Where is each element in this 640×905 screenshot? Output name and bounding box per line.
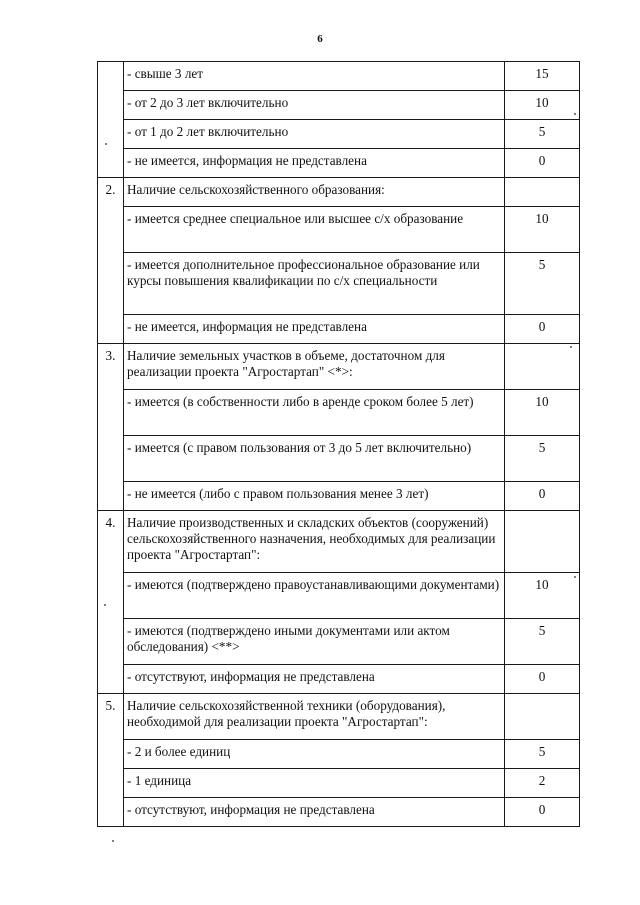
table-row [98, 390, 580, 436]
points-value: 0 [505, 665, 580, 694]
points-value [505, 344, 580, 390]
table-row [98, 665, 580, 694]
row-number-cell: 3. [98, 344, 124, 511]
table-row [98, 315, 580, 344]
row-number-cell: 2. [98, 178, 124, 344]
criterion-heading: Наличие земельных участков в объеме, достаточном для реализации проекта "Агростартап" <*>: [124, 344, 505, 390]
table-row [98, 573, 580, 619]
criterion-text: - 1 единица [124, 769, 505, 798]
points-value: 0 [505, 482, 580, 511]
points-value: 2 [505, 769, 580, 798]
criterion-text: - не имеется, информация не представлена [124, 315, 505, 344]
points-value: 5 [505, 253, 580, 315]
scan-speck [105, 143, 107, 145]
criterion-text: - от 2 до 3 лет включительно [124, 91, 505, 120]
criterion-text: - имеется (в собственности либо в аренде сроком более 5 лет) [124, 390, 505, 436]
points-value: 10 [505, 390, 580, 436]
points-value: 10 [505, 573, 580, 619]
points-value: 15 [505, 62, 580, 91]
points-value: 0 [505, 798, 580, 827]
criteria-table [97, 61, 580, 827]
points-value: 10 [505, 91, 580, 120]
scan-speck [574, 576, 576, 578]
points-value: 0 [505, 315, 580, 344]
table-row [98, 740, 580, 769]
criterion-text: - имеются (подтверждено иными документами или актом обследования) <**> [124, 619, 505, 665]
row-number-cell [98, 62, 124, 178]
table-row [98, 482, 580, 511]
scan-speck [570, 346, 572, 348]
table-row [98, 619, 580, 665]
table-row [98, 207, 580, 253]
row-number-cell: 5. [98, 694, 124, 827]
criterion-heading: Наличие производственных и складских объектов (сооружений) сельскохозяйственного назначения, необходимых для реализации проекта "Агростартап": [124, 511, 505, 573]
criterion-text: - от 1 до 2 лет включительно [124, 120, 505, 149]
table-row [98, 62, 580, 91]
table-row [98, 120, 580, 149]
points-value [505, 178, 580, 207]
table-row [98, 769, 580, 798]
page-number: 6 [317, 33, 323, 45]
scan-speck [104, 604, 106, 606]
points-value: 10 [505, 207, 580, 253]
table-row [98, 178, 580, 207]
criterion-text: - отсутствуют, информация не представлена [124, 798, 505, 827]
points-value: 0 [505, 149, 580, 178]
table-row [98, 344, 580, 390]
criterion-text: - 2 и более единиц [124, 740, 505, 769]
scan-speck [112, 840, 114, 842]
table-row [98, 694, 580, 740]
criterion-heading: Наличие сельскохозяйственной техники (оборудования), необходимой для реализации проекта "Агростартап": [124, 694, 505, 740]
points-value [505, 694, 580, 740]
points-value: 5 [505, 740, 580, 769]
criterion-text: - имеется дополнительное профессиональное образование или курсы повышения квалификации по с/х специальности [124, 253, 505, 315]
table-row [98, 149, 580, 178]
criterion-text: - отсутствуют, информация не представлена [124, 665, 505, 694]
points-value: 5 [505, 619, 580, 665]
table-row [98, 253, 580, 315]
points-value [505, 511, 580, 573]
criterion-heading: Наличие сельскохозяйственного образования: [124, 178, 505, 207]
table-row [98, 511, 580, 573]
points-value: 5 [505, 436, 580, 482]
row-number-cell: 4. [98, 511, 124, 694]
criterion-text: - имеется среднее специальное или высшее с/х образование [124, 207, 505, 253]
points-value: 5 [505, 120, 580, 149]
criterion-text: - имеются (подтверждено правоустанавливающими документами) [124, 573, 505, 619]
scan-speck [574, 113, 576, 115]
table-row [98, 798, 580, 827]
criterion-text: - имеется (с правом пользования от 3 до 5 лет включительно) [124, 436, 505, 482]
table-row [98, 91, 580, 120]
table-row [98, 436, 580, 482]
criterion-text: - не имеется (либо с правом пользования менее 3 лет) [124, 482, 505, 511]
criterion-text: - не имеется, информация не представлена [124, 149, 505, 178]
criterion-text: - свыше 3 лет [124, 62, 505, 91]
